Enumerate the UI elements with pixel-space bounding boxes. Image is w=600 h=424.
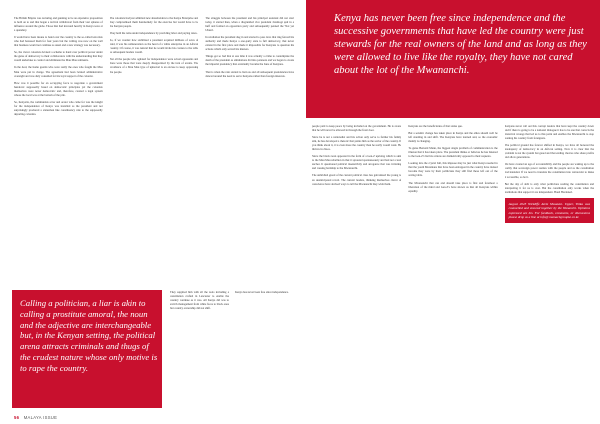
pull-quote-left: [12, 290, 162, 408]
right-column-1: [312, 124, 401, 414]
pull-quote-text: Calling a politician, a liar is akin to calling a prostitute amoral, the noun and the adjective are interchangeable but, in the Kenyan setting, the political arena attracts criminals and thugs of the crudest nature whose only motive is to rape the country.: [20, 298, 158, 373]
paragraph: In the deal, the home guards who were really the ones who fought the Mau Mau were put in charge. The agreement had been twisted administrative oversight and was duly consulted for his loyal support of the colonist.: [14, 65, 103, 78]
paragraph: The political ground has forever shifted in Kenya, we have all honored the inadequacy of democracy in an African setting. Now it is clear that the problem is not the system but greed and that ending choices who share profits and allow generations.: [504, 143, 594, 160]
page-number: 56: [14, 415, 20, 420]
paragraph: The British Empire was torturing and gunning to be an expansive proposition to hold on to and that began a tactical withdrawal from their vast spheres of influence around the globe. Those that had invested heavily in Kenya were at a quandary.: [14, 16, 103, 33]
paragraph: So, the clever colonists devised a scheme to hand over political power under the guise of democracy to their collaborators with the understanding that they would undertake to control and eliminate the Mau Mau remnants.: [14, 50, 103, 63]
paragraph: To guise Bernard Mann, the biggest single problem of communication is the illusion that it has taken place. The president thinks or believes he has listened to the Gen-Z's but his actions are diametrically opposed to their requests.: [408, 146, 498, 159]
left-text-columns: [14, 16, 294, 296]
paragraph: Not all the people who agitated for independence were actual opponents and there were those that were deeply disappointed by the turn of events. The avoidance of a Mau Mau type of upheaval is an excuse to keep oppressing the people.: [109, 57, 199, 74]
right-column-2: [408, 124, 497, 414]
paragraph: The Mwananchi that can and should take place is first and foremost a liberation of the mind and Gen-Z's have shown us that all Kenyans within equality.: [408, 180, 498, 193]
paragraph: Kenya has never been free since independence.: [235, 290, 289, 294]
left-column-2: [110, 16, 199, 296]
paragraph: The colonists had just admitted new shareholders to the Kenya Enterprise and they compromised them handsomely for the exercise but would have to be the Kenyan people.: [109, 16, 199, 29]
paragraph: It would have been insane to hand over the country to the so-called terrorists who had harassed them for four years but the writing was now on the wall that business would not continue as usual and a new strategy was necessary.: [14, 35, 103, 48]
paragraph: So, Kenyatta, the communists actor and orator who came for was the knight for the independence of Kenya was installed as the president and not surprisingly produced a statesman like constituency rule to the supposedly departing colonists.: [14, 99, 103, 116]
right-column-3: [505, 124, 594, 414]
paragraph: That is when the rain started to burn us and all subsequent presidencies have danced around the need to serve Kenyans rather than foreign interests.: [205, 69, 295, 78]
left-column-1: [14, 16, 103, 296]
left-bottom-column-1: [170, 290, 229, 410]
pull-quote-right-text: Kenya has never been free since independence and the successive governments that have led the country were just stewards for the real owners of the land and as long as they were allowed to live like the royalty, they have not cared about the lot of the Mwananchi.: [334, 13, 587, 76]
paragraph: How was it possible for an occupying force to negotiate a government handover supposedly based on democratic principles yet the colonists themselves were never democratic and, therefore, created a legal system whose the local was at the bottom of the pile.: [14, 80, 103, 97]
paragraph: Kenyans never call out this corrupt leaders that have kept the country down and if there is going to be a national dialogue it has to be one that corrects the historical wrongs that led us to this point and enables the Mwananchi to stop loaning his country from foreigners.: [504, 124, 594, 141]
paragraph: The unbridled greed of the current political class has galvanized the young to an unanticipated revolt. The current leaders, thinking themselves clever of conscience have devised ways to tell the Mwananchi they wish them.: [312, 173, 402, 186]
author-bio-box: August 2023 Wickliffe Alele Mwanzui. Upper, Thika was counselled and ensured together by the Wananchi. Opinions expressed are his. For feedback, comments, or discussions please drop us a line at info@ mumachgroupke.co.ke: [505, 198, 594, 224]
right-text-columns: [312, 124, 594, 414]
page-footer: [14, 415, 57, 420]
paragraph: They held the reins under independence by providing labor and paying taxes.: [109, 31, 198, 36]
paragraph: Things got so bad that at one time it was actually a crime to contemplate the death of the president as simulations did into paranoia and we began to create the imperial presidency that eventually became the bane of Kenyans.: [205, 54, 295, 67]
paragraph: But the day of debt is only what politicians reading the constitution and interpreting it for us is over. But the constitution only works when the institutions that support it are independent. Hand Hardened.: [504, 181, 594, 194]
paragraph: people paid to keep peace by being included on the government. He is aware that he will never be allowed in through the front door.: [312, 124, 402, 133]
paragraph: We have created an age of accountability and the people are waking up to the reality that sovereign power resides with the people and as the constitution had intended. If we need to translate the constitution into vernacular to make it accessible, so be it.: [504, 162, 594, 179]
paragraph: Since the black swan appeared in the form of a Gen-Z uprising which is akin to the Mau Mau rebellion in that it sprouted spontaneously and had not a lead anchor. It questioned political insensitivity and arrogance that was irritating and causing hardship to the Mwananchi.: [312, 154, 402, 171]
publication-name: MALAYA ISSUE: [23, 415, 58, 420]
paragraph: So, if we wonder how stabilized a president acquired millions of acres of land, it was his remuneration as the head of a white enterprise in an African country. Of course, it was natural that he would invite his cronies to the table as subsequent leaders would.: [109, 38, 199, 55]
paragraph: Kenyans are the beneficiaries of that status quo.: [408, 124, 463, 128]
paragraph: Looking into the crystal ball, this impasse may be just what Kenya needed in that the youth Muranians that have been entrapped in the country have indeed become they were by their politicians they still find these left out of the saving table.: [408, 161, 498, 178]
left-column-3: [205, 16, 294, 296]
left-bottom-column-2: [235, 290, 294, 410]
paragraph: Since he is not a nationalist and his action only serve to further his family aim, he has developed a rhetoric that paints him as the savior of the country. If you think about it, it is even more the country than he really would want. He thrives in chaos.: [312, 135, 402, 152]
paragraph: But a seismic change has taken place in Kenya and the elites should well be left standing in and shift. The Kenyans have learned and, so the economic mainly is changing.: [408, 131, 498, 144]
left-bottom-columns: [170, 290, 294, 410]
paragraph: In retaliation the president dug in and started to pass laws that ring fenced his authority and made Kenya a one-party state to full democracy, that never existed in the first place and made it impossible for Kenyans to question his actions which only served his masters.: [205, 35, 295, 52]
paragraph: The struggle between the president and his principal assistant did not start today, it started then, when a disgruntled vice president Jaramogi quit in a huff and formed an opposition party and subsequently penned the 'Not yet Uhuru'.: [205, 16, 295, 33]
paragraph: They supplied him with all the tools including a constitution crafted in Lancaster to enable the country continue as it was. All Kenya did was to switch management from white faces to black ones but country ownership did not shift.: [170, 290, 229, 311]
